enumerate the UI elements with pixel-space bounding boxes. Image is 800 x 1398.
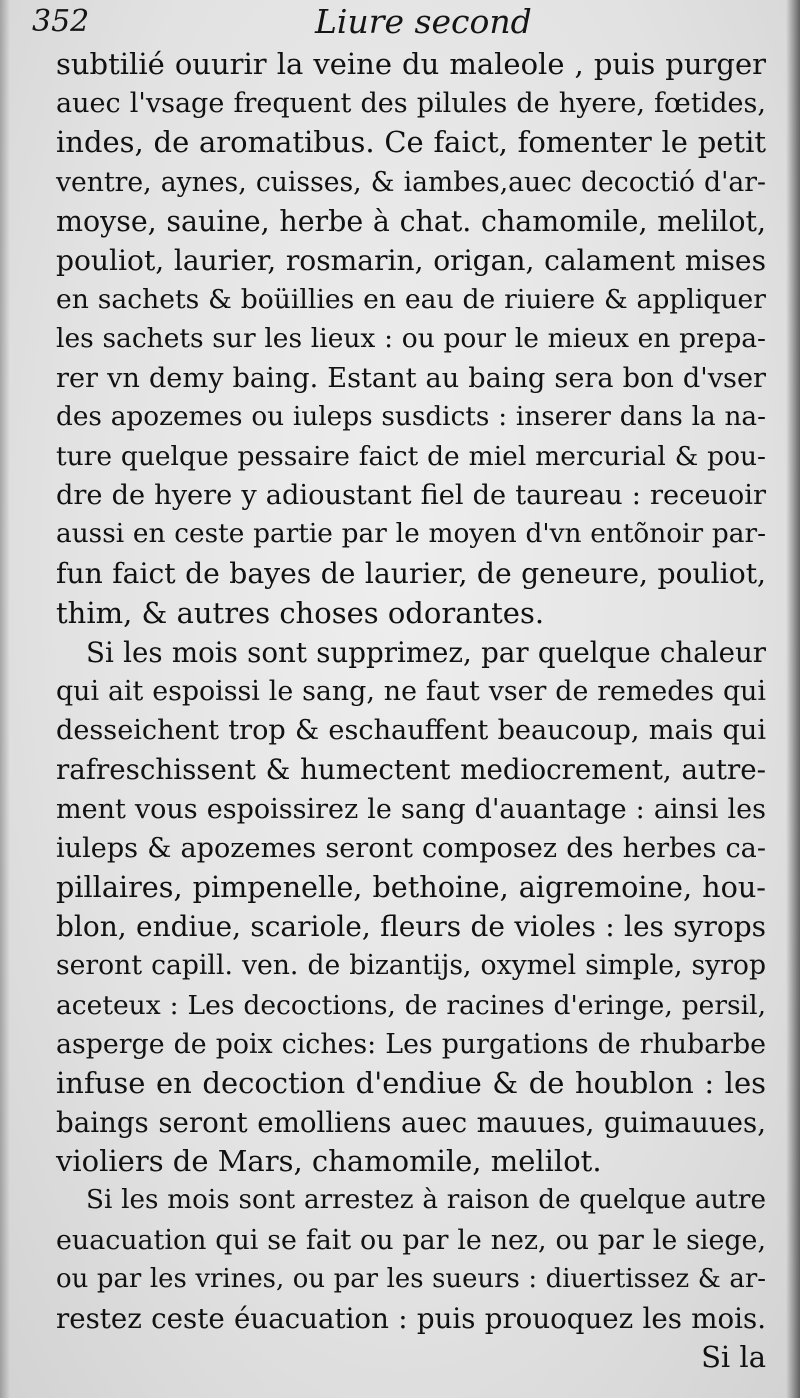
catchword: Si la [701,1340,766,1375]
body-text [56,45,766,1377]
text-line: aceteux : Les decoctions, de racines d'eringe, persil, [56,989,766,1021]
text-line: blon, endiue, scariole, fleurs de violes : les syrops [56,910,766,944]
text-line: qui ait espoissi le sang, ne faut vser de remedes qui [56,676,766,707]
text-line: infuse en decoction d'endiue & de houblon : les [56,1065,766,1100]
text-line: desseichent trop & eschauffent beaucoup, mais qui [56,715,766,747]
text-line: subtilié ouurir la veine du maleole , puis purger [56,47,766,81]
text-line: rer vn demy baing. Estant au baing sera bon d'vser [56,362,766,394]
text-line: fun faict de bayes de laurier, de geneure, pouliot, [56,557,766,591]
text-line: des apozemes ou iuleps susdicts : inserer dans la na- [56,401,766,432]
text-line: restez ceste éuacuation : puis prouoquez les mois. [56,1302,766,1335]
text-line: auec l'vsage frequent des pilules de hyere, fœtides, [56,88,766,120]
running-title: Liure second [315,2,532,41]
text-line: rafreschissent & humectent mediocrement, autre- [56,753,766,787]
text-line: violiers de Mars, chamomile, melilot. [56,1144,602,1179]
text-line: iuleps & apozemes seront composez des herbes ca- [56,832,766,864]
text-line: pillaires, pimpenelle, bethoine, aigremoine, hou- [56,869,766,904]
text-line: ventre, aynes, cuisses, & iambes,auec decoctió d'ar- [56,166,766,198]
text-line: indes, de aromatibus. Ce faict, fomenter le petit [56,125,766,160]
text-line: pouliot, laurier, rosmarin, origan, calament mises [56,243,766,277]
text-line: Si les mois sont arrestez à raison de quelque autre [86,1185,766,1216]
text-line: aussi en ceste partie par le moyen d'vn entõnoir par- [56,519,766,550]
text-line: en sachets & boüillies en eau de riuiere & appliquer [56,284,766,316]
binding-shadow [0,0,10,1398]
page-number: 352 [32,4,90,39]
text-line: moyse, sauine, herbe à chat. chamomile, melilot, [56,204,766,238]
text-line: thim, & autres choses odorantes. [56,595,545,630]
text-line: les sachets sur les lieux : ou pour le mieux en prepa- [56,323,766,355]
text-line: ou par les vrines, ou par les sueurs : diuertissez & ar- [56,1263,766,1294]
text-line: seront capill. ven. de bizantijs, oxymel simple, syrop [56,950,766,982]
text-line: asperge de poix ciches: Les purgations de rhubarbe [56,1028,766,1060]
page-edge-shadow [786,0,800,1398]
text-line: ture quelque pessaire faict de miel mercurial & pou- [56,440,766,472]
text-line: ment vous espoissirez le sang d'auantage : ainsi les [56,793,766,825]
text-line: baings seront emolliens auec mauues, guimauues, [56,1106,766,1140]
text-line: dre de hyere y adioustant fiel de taureau : receuoir [56,480,766,512]
text-line: euacuation qui se fait ou par le nez, ou par le siege, [56,1224,766,1256]
page-header [30,2,770,42]
text-line: Si les mois sont supprimez, par quelque chaleur [86,635,766,669]
